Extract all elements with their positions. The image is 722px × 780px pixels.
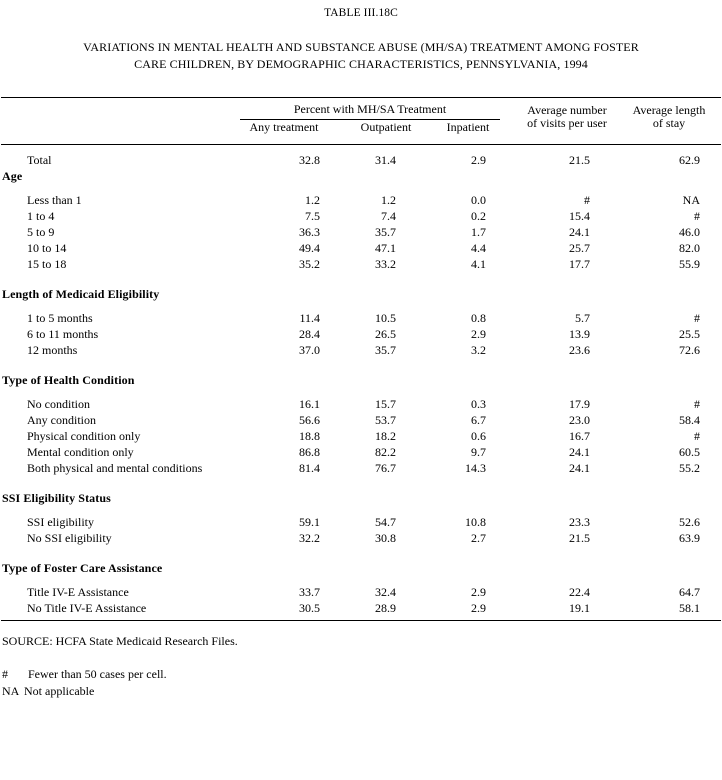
table-cell: #: [584, 193, 590, 207]
row-label: Any condition: [27, 413, 96, 427]
footnote-text: Fewer than 50 cases per cell.: [28, 667, 167, 681]
table-cell: 28.4: [299, 327, 320, 341]
table-cell: 4.4: [471, 241, 486, 255]
table-cell: 36.3: [299, 225, 320, 239]
table-cell: 32.4: [375, 585, 396, 599]
table-cell: 10.5: [375, 311, 396, 325]
table-cell: 72.6: [679, 343, 700, 357]
table-cell: 18.8: [299, 429, 320, 443]
table-cell: 1.7: [471, 225, 486, 239]
row-spacer: [0, 389, 722, 397]
table-cell: 0.3: [471, 397, 486, 411]
table-cell: 56.6: [299, 413, 320, 427]
table-row: [0, 413, 722, 429]
footnote-marker: NA: [2, 684, 20, 698]
footnote-marker: #: [2, 667, 8, 681]
table-cell: 7.5: [305, 209, 320, 223]
table-cell: 1.2: [305, 193, 320, 207]
table-cell: 24.1: [569, 225, 590, 239]
table-cell: 0.0: [471, 193, 486, 207]
table-number: TABLE III.18C: [324, 7, 398, 19]
table-cell: 31.4: [375, 153, 396, 167]
table-row: [0, 429, 722, 445]
table-row: [0, 209, 722, 225]
column-header-any-treatment: Any treatment: [249, 120, 319, 134]
row-spacer: [0, 303, 722, 311]
table-cell: 30.8: [375, 531, 396, 545]
table-cell: 11.4: [299, 311, 320, 325]
table-cell: 15.7: [375, 397, 396, 411]
table-cell: 59.1: [299, 515, 320, 529]
row-label: 15 to 18: [27, 257, 67, 271]
table-cell: 17.9: [569, 397, 590, 411]
title-block: [0, 0, 722, 73]
row-label: Both physical and mental conditions: [27, 461, 203, 475]
table-cell: 19.1: [569, 601, 590, 615]
table-section-header-row: [0, 561, 722, 577]
table-cell: 35.2: [299, 257, 320, 271]
table-cell: 47.1: [375, 241, 396, 255]
table-cell: 17.7: [569, 257, 590, 271]
table-cell: #: [694, 397, 700, 411]
table-cell: 7.4: [381, 209, 396, 223]
table-cell: 2.7: [471, 531, 486, 545]
row-spacer: [0, 273, 722, 287]
table-cell: 25.5: [679, 327, 700, 341]
table-cell: 25.7: [569, 241, 590, 255]
table-cell: 49.4: [299, 241, 320, 255]
table-row: [0, 257, 722, 273]
table-cell: 10.8: [465, 515, 486, 529]
table-section-header-row: [0, 169, 722, 185]
table-title: [0, 39, 722, 73]
table-cell: 26.5: [375, 327, 396, 341]
table-cell: 62.9: [679, 153, 700, 167]
table-cell: 15.4: [569, 209, 590, 223]
row-label: 1 to 5 months: [27, 311, 93, 325]
table-body: [0, 145, 722, 620]
row-spacer: [0, 185, 722, 193]
table-cell: 0.6: [471, 429, 486, 443]
table-row: [0, 193, 722, 209]
section-label: Length of Medicaid Eligibility: [2, 287, 160, 301]
table-cell: 33.2: [375, 257, 396, 271]
column-group-header-percent: Percent with MH/SA Treatment: [293, 102, 447, 116]
column-header-average-stay-line-2: of stay: [652, 116, 686, 130]
section-label: Type of Health Condition: [2, 373, 135, 387]
table-header: [0, 98, 722, 144]
row-spacer: [0, 547, 722, 561]
column-header-average-visits-line-1: Average number: [527, 103, 607, 117]
table-cell: 35.7: [375, 343, 396, 357]
row-label: No SSI eligibility: [27, 531, 112, 545]
table-cell: 2.9: [471, 585, 486, 599]
column-header-average-visits: [512, 104, 622, 130]
table-cell: 82.2: [375, 445, 396, 459]
table-row: [0, 311, 722, 327]
table-row: [0, 225, 722, 241]
table-cell: 13.9: [569, 327, 590, 341]
table-row: [0, 445, 722, 461]
row-spacer: [0, 359, 722, 373]
footnotes: [2, 667, 722, 701]
table-row: [0, 461, 722, 477]
table-cell: 52.6: [679, 515, 700, 529]
table-row: [0, 585, 722, 601]
table-cell: 6.7: [471, 413, 486, 427]
table-cell: #: [694, 311, 700, 325]
column-header-average-visits-line-2: of visits per user: [527, 116, 607, 130]
table-cell: 60.5: [679, 445, 700, 459]
table-cell: 0.2: [471, 209, 486, 223]
footnote-line: [2, 667, 722, 684]
row-label: No condition: [27, 397, 90, 411]
table-cell: 76.7: [375, 461, 396, 475]
table-cell: 9.7: [471, 445, 486, 459]
table-cell: 37.0: [299, 343, 320, 357]
table-cell: 64.7: [679, 585, 700, 599]
table-cell: 2.9: [471, 327, 486, 341]
column-header-outpatient: Outpatient: [360, 120, 412, 134]
row-spacer: [0, 145, 722, 153]
row-label: Mental condition only: [27, 445, 134, 459]
row-label: Physical condition only: [27, 429, 141, 443]
section-label: SSI Eligibility Status: [2, 491, 111, 505]
table-footer: [0, 621, 722, 701]
table-cell: 30.5: [299, 601, 320, 615]
table-cell: 55.2: [679, 461, 700, 475]
table-cell: 58.1: [679, 601, 700, 615]
table-cell: 55.9: [679, 257, 700, 271]
table-title-line-2: CARE CHILDREN, BY DEMOGRAPHIC CHARACTERISTICS, PENNSYLVANIA, 1994: [134, 57, 588, 71]
table-section-header-row: [0, 491, 722, 507]
table-cell: 4.1: [471, 257, 486, 271]
table-cell: 1.2: [381, 193, 396, 207]
row-label: 6 to 11 months: [27, 327, 99, 341]
section-label: Age: [2, 169, 23, 183]
footnote-text: Not applicable: [24, 684, 95, 698]
row-label: SSI eligibility: [27, 515, 95, 529]
table-cell: 24.1: [569, 461, 590, 475]
footnote-line: [2, 684, 722, 701]
table-cell: 21.5: [569, 153, 590, 167]
table-cell: 21.5: [569, 531, 590, 545]
table-cell: 32.2: [299, 531, 320, 545]
table-cell: 18.2: [375, 429, 396, 443]
table-cell: 14.3: [465, 461, 486, 475]
section-label: Type of Foster Care Assistance: [2, 561, 163, 575]
table-cell: 24.1: [569, 445, 590, 459]
table-cell: 53.7: [375, 413, 396, 427]
table-cell: 3.2: [471, 343, 486, 357]
table-cell: 16.1: [299, 397, 320, 411]
table-cell: 35.7: [375, 225, 396, 239]
table-cell: 81.4: [299, 461, 320, 475]
table-title-line-1: VARIATIONS IN MENTAL HEALTH AND SUBSTANCE ABUSE (MH/SA) TREATMENT AMONG FOSTER: [83, 40, 639, 54]
table-row: [0, 397, 722, 413]
column-header-average-stay-line-1: Average length: [632, 103, 706, 117]
table-cell: 86.8: [299, 445, 320, 459]
table-row: [0, 515, 722, 531]
row-label: 12 months: [27, 343, 78, 357]
row-spacer: [0, 477, 722, 491]
column-header-inpatient: Inpatient: [446, 120, 490, 134]
table-cell: 2.9: [471, 601, 486, 615]
row-label: No Title IV-E Assistance: [27, 601, 147, 615]
table-cell: 23.6: [569, 343, 590, 357]
table-cell: 5.7: [575, 311, 590, 325]
column-header-average-stay: [624, 104, 714, 130]
row-label: 1 to 4: [27, 209, 55, 223]
table-cell: 28.9: [375, 601, 396, 615]
table-cell: 0.8: [471, 311, 486, 325]
table-row: [0, 531, 722, 547]
row-spacer: [0, 507, 722, 515]
table-row: [0, 241, 722, 257]
table-cell: 32.8: [299, 153, 320, 167]
table-cell: 2.9: [471, 153, 486, 167]
table-section-header-row: [0, 373, 722, 389]
row-spacer: [0, 577, 722, 585]
table-cell: NA: [682, 193, 700, 207]
table-row: [0, 343, 722, 359]
row-label: Total: [27, 153, 52, 167]
table-cell: 46.0: [679, 225, 700, 239]
table-cell: 23.3: [569, 515, 590, 529]
table-cell: 23.0: [569, 413, 590, 427]
table-section-header-row: [0, 287, 722, 303]
table-row: [0, 327, 722, 343]
table-cell: #: [694, 429, 700, 443]
table-row: [0, 153, 722, 169]
row-spacer: [0, 617, 722, 620]
table-cell: 54.7: [375, 515, 396, 529]
source-note: SOURCE: HCFA State Medicaid Research Files.: [2, 634, 238, 648]
table-cell: 22.4: [569, 585, 590, 599]
row-label: 5 to 9: [27, 225, 55, 239]
row-label: Title IV-E Assistance: [27, 585, 129, 599]
row-label: Less than 1: [27, 193, 82, 207]
table-cell: #: [694, 209, 700, 223]
table-cell: 82.0: [679, 241, 700, 255]
row-label: 10 to 14: [27, 241, 67, 255]
table-row: [0, 601, 722, 617]
table-cell: 33.7: [299, 585, 320, 599]
table-cell: 16.7: [569, 429, 590, 443]
table-cell: 63.9: [679, 531, 700, 545]
table-cell: 58.4: [679, 413, 700, 427]
